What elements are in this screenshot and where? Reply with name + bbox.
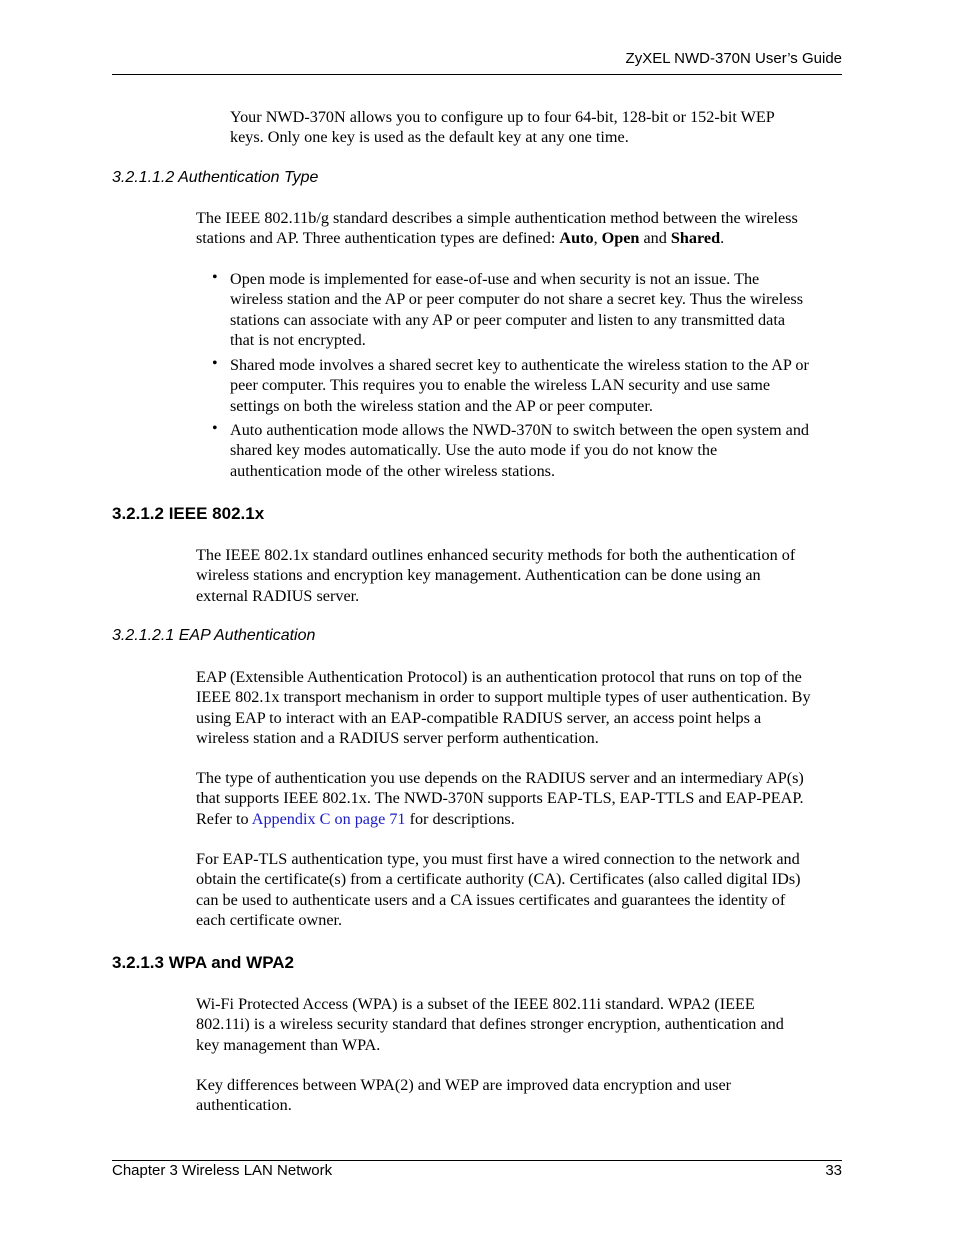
running-header: ZyXEL NWD-370N User’s Guide (625, 50, 842, 67)
shared-mode-bullet: Shared mode involves a shared secret key to authenticate the wireless station to the AP or peer computer. This requires you to enable the wireless LAN security and use same settings on both the wireless station and the AP or peer computer. (230, 356, 809, 415)
wpa-differences-paragraph: Key differences between WPA(2) and WEP are improved data encryption and user authentication. (196, 1076, 732, 1115)
bullet-icon: • (212, 420, 218, 437)
appendix-c-link[interactable]: Appendix C on page 71 (251, 809, 406, 828)
shared-term: Shared (670, 229, 721, 248)
open-mode-bullet: Open mode is implemented for ease-of-use and when security is not an issue. The wireless station and the AP or peer computer do not share a secret key. Thus the wireless stations can associate with any AP or peer computer and listen to any transmitted data that is not encrypted. (230, 270, 803, 349)
eap-intro-paragraph: EAP (Extensible Authentication Protocol) is an authentication protocol that runs on top of the IEEE 802.1x transport mechanism in order to support multiple types of user authentication. By using EAP to interact with an EAP-compatible RADIUS server, an access point helps a wireless station and a RADIUS server perform authentication. (196, 668, 811, 747)
ieee-8021x-heading: 3.2.1.2 IEEE 802.1x (112, 504, 265, 523)
open-term: Open (601, 229, 640, 248)
bullet-icon: • (212, 355, 218, 372)
wpa-intro-paragraph: Wi-Fi Protected Access (WPA) is a subset of the IEEE 802.11i standard. WPA2 (IEEE 802.11i) is a wireless security standard that defines stronger encryption, authentication and key management than WPA. (196, 995, 784, 1054)
eap-authentication-heading: 3.2.1.2.1 EAP Authentication (112, 627, 316, 644)
authentication-type-paragraph: The IEEE 802.11b/g standard describes a simple authentication method between the wireless stations and AP. Three authentication types are defined: Auto, Open and Shared. (196, 209, 798, 248)
eap-tls-paragraph: For EAP-TLS authentication type, you must first have a wired connection to the network and obtain the certificate(s) from a certificate authority (CA). Certificates (also called digital IDs) can be used to authenticate users and a CA issues certificates and guarantees the identity of each certificate owner. (196, 850, 801, 929)
header-rule (112, 74, 842, 75)
wpa-heading: 3.2.1.3 WPA and WPA2 (112, 953, 295, 972)
wep-keys-paragraph: Your NWD-370N allows you to configure up to four 64-bit, 128-bit or 152-bit WEP keys. Only one key is used as the default key at any one time. (230, 108, 775, 147)
footer-chapter: Chapter 3 Wireless LAN Network (112, 1162, 333, 1179)
authentication-type-heading: 3.2.1.1.2 Authentication Type (112, 169, 319, 186)
ieee-8021x-paragraph: The IEEE 802.1x standard outlines enhanced security methods for both the authentication of wireless stations and encryption key management. Authentication can be done using an external RADIUS server. (196, 546, 796, 605)
footer-rule (112, 1160, 842, 1161)
auto-term: Auto (559, 229, 594, 248)
page-number: 33 (825, 1162, 842, 1179)
bullet-icon: • (212, 269, 218, 286)
auto-mode-bullet: Auto authentication mode allows the NWD-370N to switch between the open system and shared key modes automatically. Use the auto mode if you do not know the authentication mode of the other wireless stations. (230, 421, 810, 480)
eap-types-paragraph: The type of authentication you use depends on the RADIUS server and an intermediary AP(s) that supports IEEE 802.1x. The NWD-370N supports EAP-TLS, EAP-TTLS and EAP-PEAP. Refer to Appendix C on page 71 for descriptions. (196, 769, 804, 828)
